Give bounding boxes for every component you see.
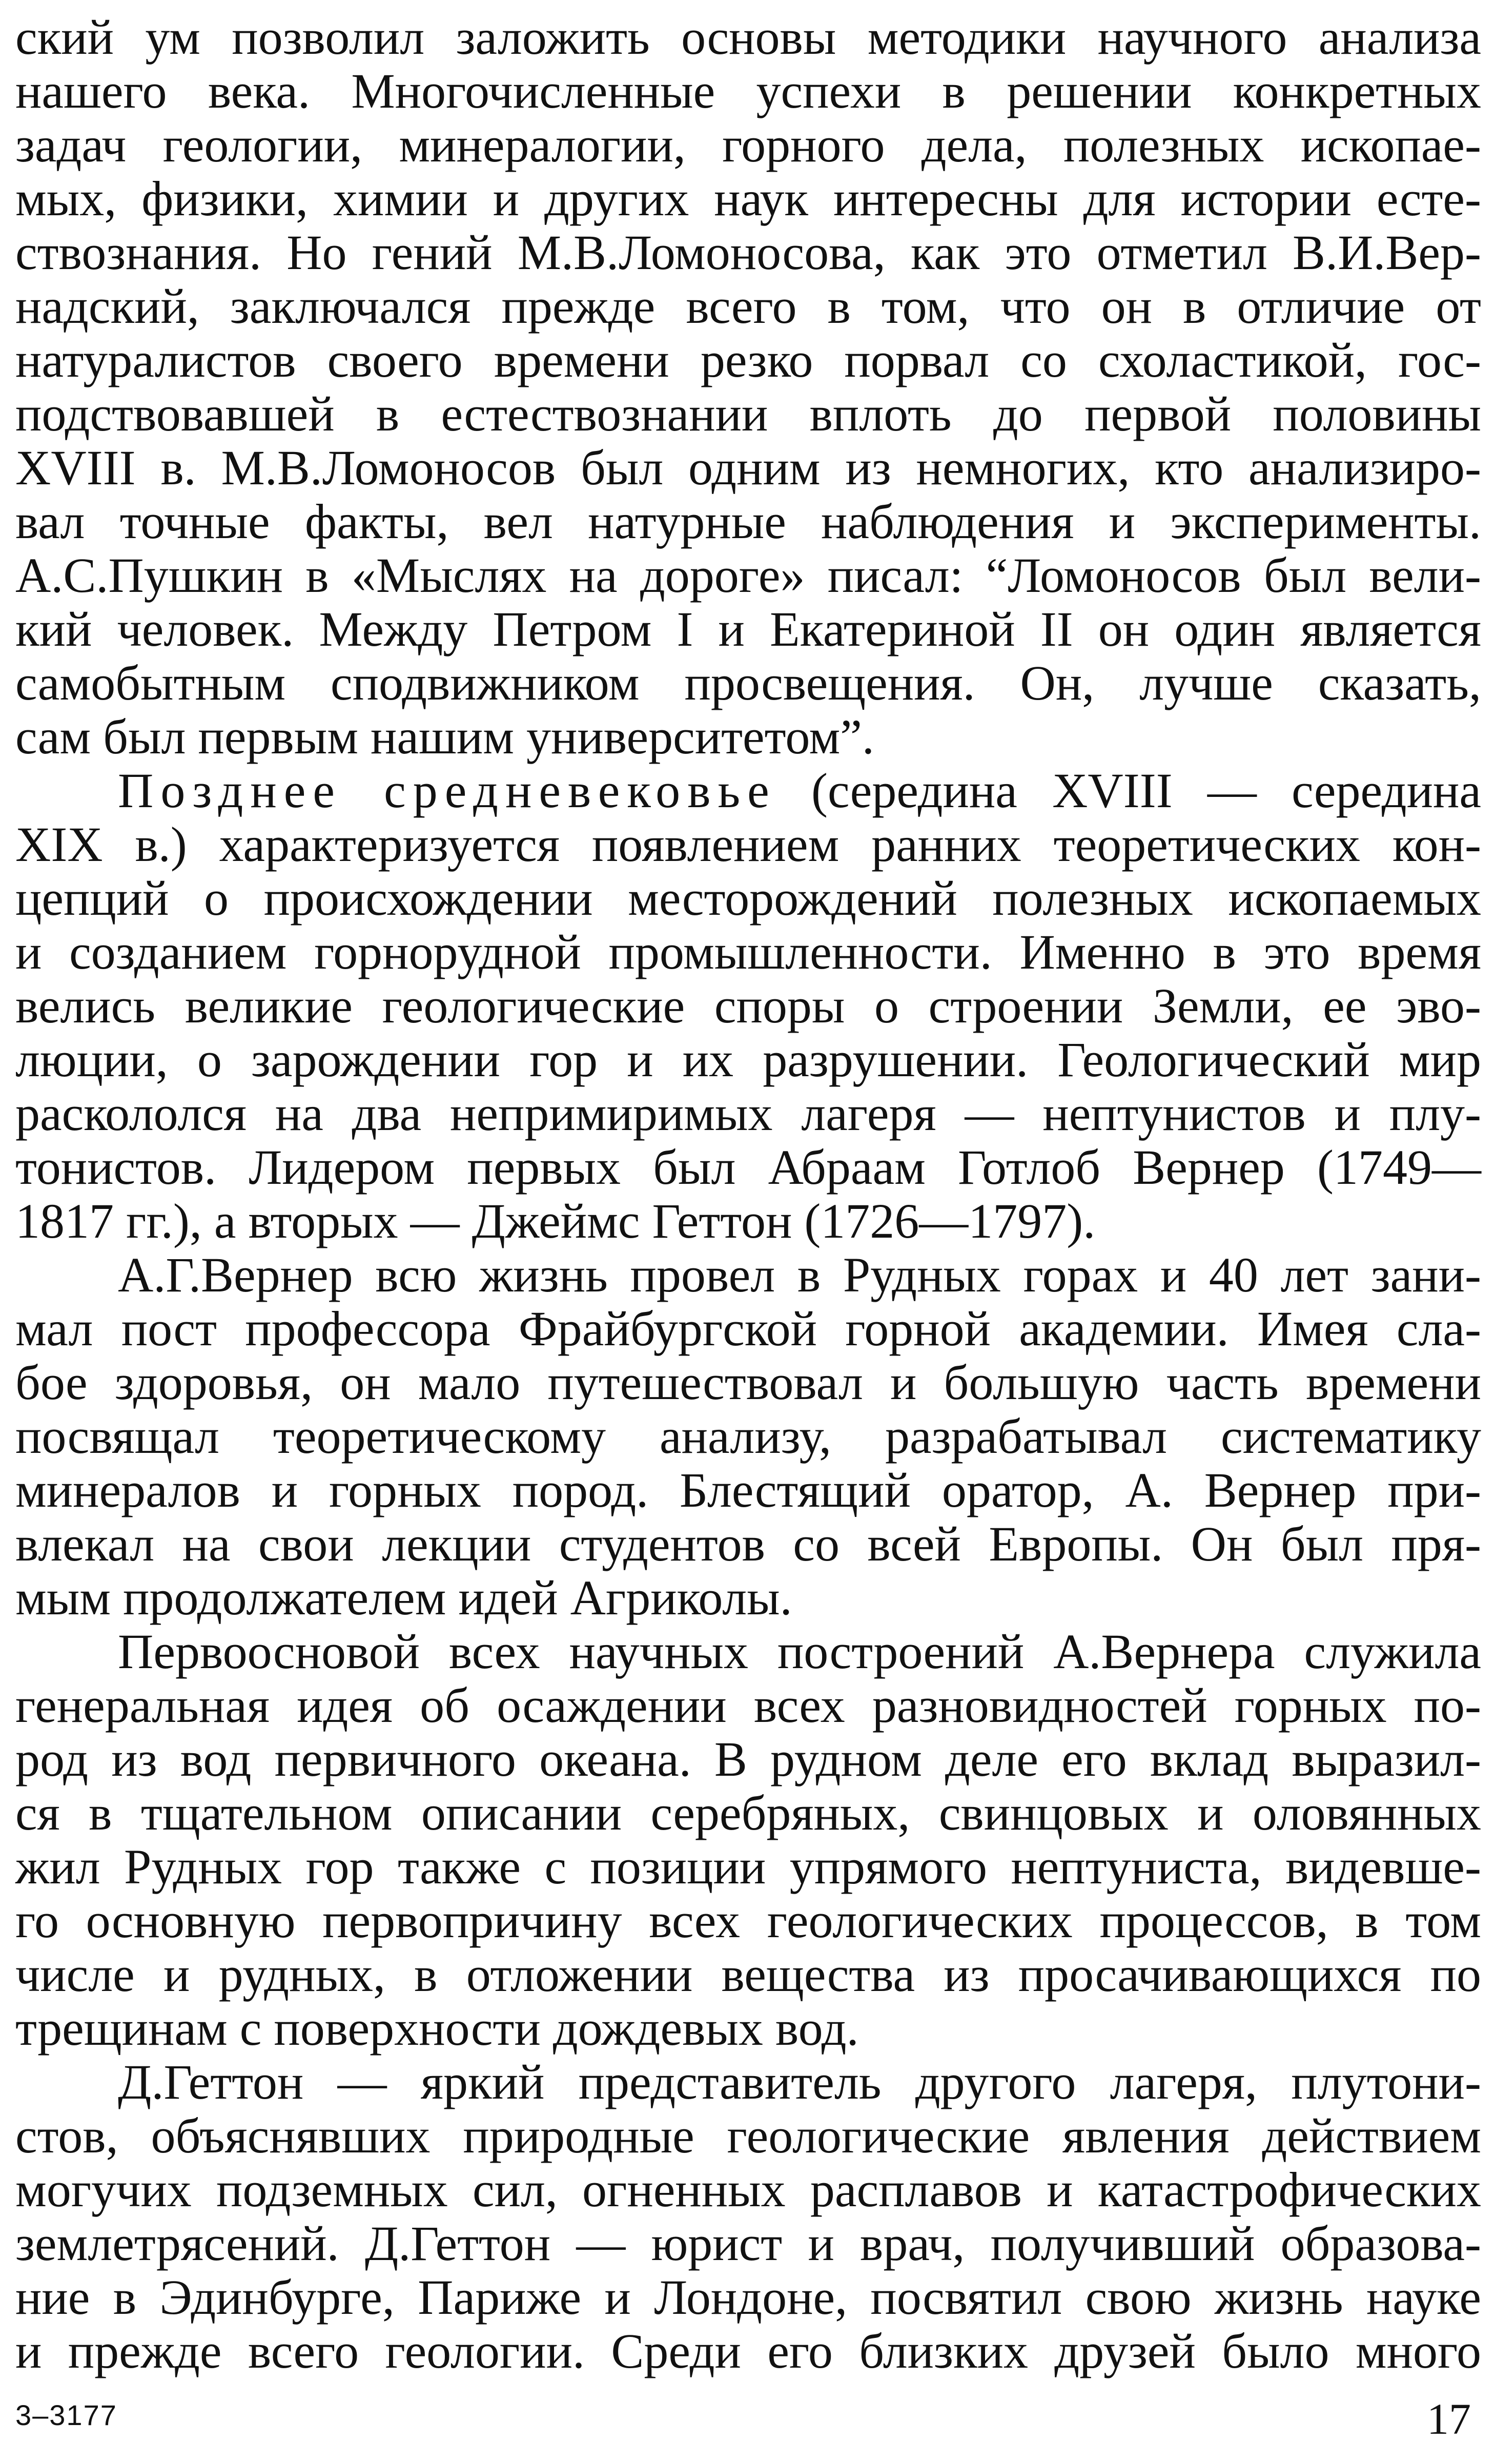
text-line: натуралистов своего времени резко порвал со схоластикой, гос- <box>15 333 1481 387</box>
text-line: А.С.Пушкин в «Мыслях на дороге» писал: “Ломоносов был вели- <box>15 548 1481 603</box>
text-line: люции, о зарождении гор и их разрушении. Геологический мир <box>15 1032 1481 1087</box>
text-line: вал точные факты, вел натурные наблюдения и эксперименты. <box>15 494 1481 549</box>
text-line: посвящал теоретическому анализу, разрабатывал систематику <box>15 1409 1481 1464</box>
text-line: Первоосновой всех научных построений А.Вернера служила <box>118 1624 1481 1679</box>
text-line: цепций о происхождении месторождений полезных ископаемых <box>15 871 1481 926</box>
text-line: XVIII в. М.В.Ломоносов был одним из немногих, кто анализиро- <box>15 440 1481 495</box>
text-line: самобытным сподвижником просвещения. Он, лучше сказать, <box>15 655 1481 710</box>
text-line <box>15 764 1481 817</box>
text-line: Д.Геттон — яркий представитель другого лагеря, плутони- <box>118 2055 1481 2109</box>
text-line: минералов и горных пород. Блестящий оратор, А. Вернер при- <box>15 1463 1481 1517</box>
document-page <box>15 10 1481 2450</box>
text-line: ский ум позволил заложить основы методики научного анализа <box>15 10 1481 65</box>
text-line: жил Рудных гор также с позиции упрямого нептуниста, видевше- <box>15 1839 1481 1894</box>
text-line: мым продолжателем идей Агриколы. <box>15 1570 792 1625</box>
text-line: генеральная идея об осаждении всех разновидностей горных по- <box>15 1678 1481 1733</box>
text-line: мых, физики, химии и других наук интересны для истории есте- <box>15 171 1481 226</box>
text-line: ствознания. Но гений М.В.Ломоносова, как это отметил В.И.Вер- <box>15 225 1481 280</box>
text-line: XIX в.) характеризуется появлением ранних теоретических кон- <box>15 817 1481 872</box>
text-span: (середина XVIII — середина <box>776 763 1482 818</box>
text-line: бое здоровья, он мало путешествовал и большую часть времени <box>15 1355 1481 1410</box>
text-line: влекал на свои лекции студентов со всей Европы. Он был пря- <box>15 1516 1481 1571</box>
text-line: А.Г.Вернер всю жизнь провел в Рудных горах и 40 лет зани- <box>118 1247 1481 1302</box>
text-line: трещинам с поверхности дождевых вод. <box>15 2001 859 2056</box>
spaced-heading-text: Позднее средневековье <box>118 763 776 818</box>
text-line: землетрясений. Д.Геттон — юрист и врач, получивший образова- <box>15 2216 1481 2271</box>
text-line: раскололся на два непримиримых лагеря — нептунистов и плу- <box>15 1086 1481 1141</box>
text-line: мал пост профессора Фрайбургской горной академии. Имея сла- <box>15 1301 1481 1356</box>
text-line: ся в тщательном описании серебряных, свинцовых и оловянных <box>15 1785 1481 1840</box>
text-line: числе и рудных, в отложении вещества из просачивающихся по <box>15 1947 1481 2002</box>
text-line: го основную первопричину всех геологических процессов, в том <box>15 1893 1481 1948</box>
text-line: кий человек. Между Петром I и Екатериной II он один является <box>15 602 1481 656</box>
print-code: 3–3177 <box>15 2399 117 2431</box>
text-line: могучих подземных сил, огненных расплавов и катастрофических <box>15 2162 1481 2217</box>
text-line: стов, объяснявших природные геологические явления действием <box>15 2108 1481 2163</box>
text-line: и созданием горнорудной промышленности. Именно в это время <box>15 925 1481 979</box>
text-line: тонистов. Лидером первых был Абраам Готлоб Вернер (1749— <box>15 1140 1481 1195</box>
text-line: 1817 гг.), а вторых — Джеймс Геттон (1726—1797). <box>15 1194 1096 1248</box>
text-line: и прежде всего геологии. Среди его близких друзей было много <box>15 2324 1481 2378</box>
text-line: сам был первым нашим университетом”. <box>15 709 874 764</box>
text-line: надский, заключался прежде всего в том, что он в отличие от <box>15 279 1481 334</box>
body-text <box>15 10 1481 2378</box>
text-line: подствовавшей в естествознании вплоть до первой половины <box>15 386 1481 441</box>
text-line: ние в Эдинбурге, Париже и Лондоне, посвятил свою жизнь науке <box>15 2270 1481 2325</box>
text-line: род из вод первичного океана. В рудном деле его вклад выразил- <box>15 1732 1481 1787</box>
page-number: 17 <box>1427 2394 1471 2444</box>
text-line: велись великие геологические споры о строении Земли, ее эво- <box>15 978 1481 1033</box>
text-line: нашего века. Многочисленные успехи в решении конкретных <box>15 64 1481 118</box>
text-line: задач геологии, минералогии, горного дела, полезных ископае- <box>15 117 1481 172</box>
